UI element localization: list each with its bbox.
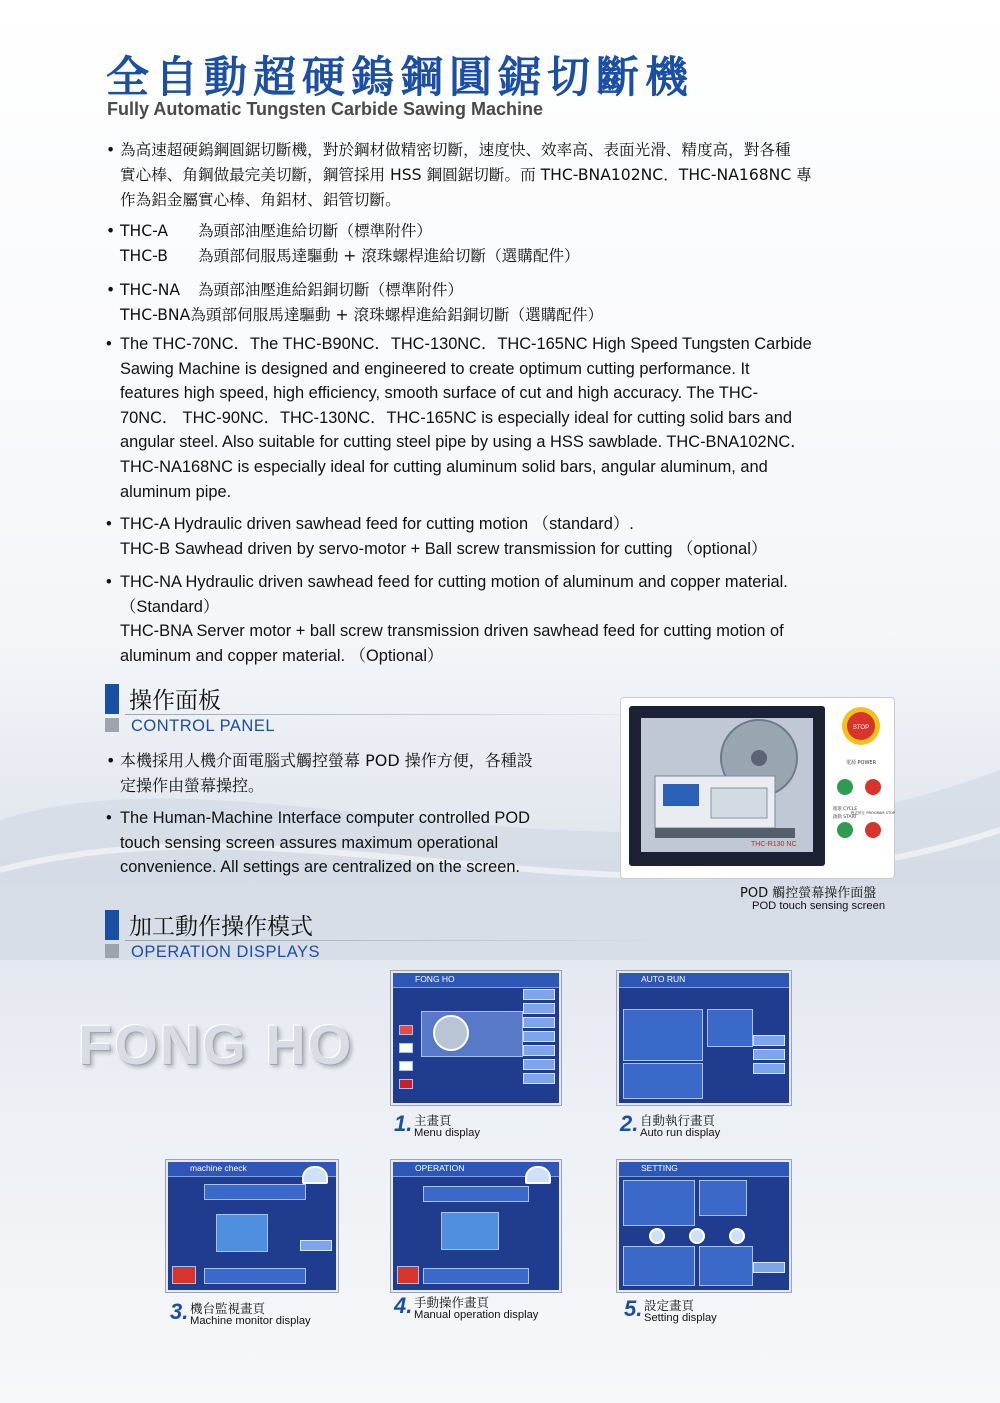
intro-en-line: angular steel. Also suitable for cutting steel pipe by using a HSS sawblade. THC-BNA102NC． bbox=[120, 433, 807, 452]
explain-button bbox=[523, 1073, 555, 1084]
en-types-a-paragraph bbox=[106, 512, 896, 561]
intro-en-line: 70NC． THC-90NC．THC-130NC．THC-165NC is especially ideal for cutting solid bars and bbox=[120, 408, 792, 427]
operation-button bbox=[523, 1003, 555, 1014]
monitor-button bbox=[753, 1063, 785, 1074]
parameter-button bbox=[523, 1045, 555, 1056]
status-icon-row bbox=[423, 1186, 529, 1202]
intro-en-line: aluminum pipe. bbox=[120, 482, 232, 501]
status-icon-row bbox=[423, 1268, 529, 1284]
machine-monitor-display-screenshot bbox=[166, 1160, 338, 1292]
type-code: THC-A bbox=[120, 222, 169, 240]
auto-button bbox=[523, 989, 555, 1000]
position-panel bbox=[623, 1063, 703, 1099]
types-a-list bbox=[106, 219, 896, 269]
caption-machine-monitor-display bbox=[170, 1299, 370, 1333]
caption-en: Machine monitor display bbox=[190, 1315, 311, 1327]
settings-table bbox=[623, 1246, 695, 1286]
setting-display-screenshot bbox=[617, 1160, 791, 1292]
caption-setting-display bbox=[624, 1296, 824, 1330]
auto-run-display-screenshot bbox=[617, 971, 791, 1105]
caption-zh: 主畫頁 bbox=[414, 1113, 452, 1128]
caption-en: Setting display bbox=[644, 1312, 717, 1324]
flag-icon bbox=[399, 1061, 413, 1071]
power-label: 電源 POWER bbox=[845, 760, 877, 766]
screen-title-bar bbox=[619, 973, 789, 988]
intro-zh-line: 作為鋁金屬實心棒、角鋁材、鋁管切斷。 bbox=[120, 191, 401, 209]
saw-blade-icon bbox=[433, 1015, 469, 1051]
caption-en: Manual operation display bbox=[414, 1309, 539, 1321]
load-gauge-icon bbox=[302, 1166, 328, 1184]
load-gauge-icon bbox=[525, 1166, 551, 1184]
type-row bbox=[120, 219, 896, 244]
machine-photo bbox=[641, 718, 813, 852]
caption-number: 2. bbox=[620, 1111, 639, 1136]
dial-icon bbox=[649, 1228, 665, 1244]
screen-title: machine check bbox=[190, 1163, 247, 1173]
bullet-dot: • bbox=[106, 335, 112, 353]
bullet-dot: • bbox=[106, 222, 116, 240]
machine-diagram bbox=[216, 1214, 268, 1252]
screen-title-bar bbox=[393, 973, 559, 988]
program-stop-icon bbox=[865, 822, 881, 838]
message-button bbox=[523, 1059, 555, 1070]
caption-zh: 機台監視畫頁 bbox=[190, 1301, 266, 1316]
dial-icon bbox=[689, 1228, 705, 1244]
pod-button-column bbox=[829, 704, 896, 872]
machine-diagram bbox=[441, 1212, 499, 1250]
type-code: THC-BNA bbox=[120, 306, 191, 324]
bullet-dot: • bbox=[106, 809, 112, 827]
screen-title-bar bbox=[619, 1162, 789, 1177]
setting-button bbox=[523, 1017, 555, 1028]
caption-en: Auto run display bbox=[640, 1127, 721, 1139]
control-panel-en-line: convenience. All settings are centralized on the screen. bbox=[120, 858, 520, 877]
caption-number: 5. bbox=[624, 1296, 643, 1321]
intro-en-line: Sawing Machine is designed and engineered to create optimum cutting performance. It bbox=[120, 359, 750, 378]
screen-title: FONG HO bbox=[415, 974, 455, 984]
control-panel-en-line: touch sensing screen assures maximum operational bbox=[120, 833, 499, 852]
type-code: THC-B bbox=[120, 247, 168, 265]
stop-label: STOP bbox=[852, 725, 870, 731]
screen-title: SETTING bbox=[641, 1163, 678, 1173]
control-panel-en bbox=[106, 806, 596, 880]
manual-operation-display-screenshot bbox=[391, 1160, 561, 1292]
settings-table bbox=[699, 1246, 753, 1286]
heading-square bbox=[105, 944, 119, 958]
cycle-label: 循環 CYCLE bbox=[832, 807, 858, 812]
cycle-start-icon bbox=[837, 822, 853, 838]
flag-icon bbox=[399, 1079, 413, 1089]
type-desc: 為頭部油壓進給鋁銅切斷（標準附件） bbox=[198, 281, 464, 299]
status-icon-row bbox=[204, 1184, 306, 1200]
caption-number: 1. bbox=[394, 1111, 413, 1136]
program-stop-label: 程式停止 PROGRAM STOP bbox=[850, 811, 896, 815]
en-type-line: （Standard） bbox=[120, 597, 220, 616]
bullet-dot: • bbox=[106, 281, 116, 299]
operation-heading-en: OPERATION DISPLAYS bbox=[131, 943, 321, 961]
type-desc: 為頭部油壓進給切斷（標準附件） bbox=[198, 222, 432, 240]
intro-zh-line: 為高速超硬鎢鋼圓鋸切斷機，對於鋼材做精密切斷，速度快、效率高、表面光滑、精度高，對各種 bbox=[120, 141, 791, 159]
caption-zh: 手動操作畫頁 bbox=[414, 1295, 490, 1310]
control-panel-heading-zh: 操作面板 bbox=[129, 688, 221, 714]
heading-bar bbox=[105, 684, 119, 714]
data-table bbox=[623, 1009, 703, 1061]
machine-reset-button bbox=[397, 1266, 419, 1284]
type-desc: 為頭部伺服馬達驅動 + 滾珠螺桿進給切斷（選購配件） bbox=[198, 247, 580, 265]
auto-button bbox=[753, 1262, 785, 1273]
page-title-en: Fully Automatic Tungsten Carbide Sawing Machine bbox=[107, 99, 544, 119]
bullet-dot: • bbox=[106, 141, 116, 159]
en-type-line: aluminum and copper material. （Optional） bbox=[120, 646, 444, 665]
spindle-load-panel bbox=[699, 1180, 747, 1216]
caption-en: Menu display bbox=[414, 1127, 480, 1139]
en-types-na-paragraph bbox=[106, 570, 896, 668]
start-label: 啟動 START bbox=[832, 815, 858, 820]
page-title-zh: 全自動超硬鎢鋼圓鋸切斷機 bbox=[106, 53, 694, 103]
control-panel-zh-line: 本機採用人機介面電腦式觸控螢幕 POD 操作方便，各種設 bbox=[120, 751, 533, 770]
type-desc: 為頭部伺服馬達驅動 + 滾珠螺桿進給鋁銅切斷（選購配件） bbox=[190, 306, 604, 324]
screen-title: AUTO RUN bbox=[641, 974, 686, 984]
flag-icon bbox=[399, 1025, 413, 1035]
bullet-dot: • bbox=[106, 573, 112, 591]
type-row bbox=[120, 278, 896, 303]
heading-bar bbox=[105, 910, 119, 940]
machine-reset-button bbox=[172, 1266, 196, 1284]
type-row bbox=[120, 303, 896, 328]
bullet-dot: • bbox=[106, 515, 112, 533]
pod-caption-en: POD touch sensing screen bbox=[752, 900, 886, 912]
pod-caption-zh: POD 觸控螢幕操作面盤 bbox=[740, 886, 877, 901]
control-panel-heading-en: CONTROL PANEL bbox=[131, 717, 276, 735]
power-off-icon bbox=[865, 779, 881, 795]
en-type-line: THC-NA Hydraulic driven sawhead feed for cutting motion of aluminum and copper material. bbox=[120, 573, 788, 591]
menu-display-screenshot bbox=[391, 971, 561, 1105]
en-type-line: THC-B Sawhead driven by servo-motor + Ball screw transmission for cutting （optional） bbox=[120, 539, 768, 558]
en-type-line: THC-A Hydraulic driven sawhead feed for cutting motion （standard）. bbox=[120, 515, 634, 533]
machine-reset-button bbox=[753, 1035, 785, 1046]
flag-icon bbox=[399, 1043, 413, 1053]
pod-screen bbox=[641, 718, 813, 852]
intro-en-line: The THC-70NC．The THC-B90NC．THC-130NC．THC-165NC High Speed Tungsten Carbide bbox=[120, 335, 812, 353]
operation-heading-zh: 加工動作操作模式 bbox=[129, 914, 313, 940]
caption-menu-display bbox=[394, 1111, 594, 1145]
type-code: THC-NA bbox=[120, 281, 181, 299]
caption-zh: 自動執行畫頁 bbox=[640, 1113, 716, 1128]
dial-icon bbox=[729, 1228, 745, 1244]
settings-table bbox=[623, 1180, 695, 1226]
pod-screen-frame bbox=[629, 706, 825, 866]
pod-model-label: THC-R130 NC bbox=[751, 841, 797, 848]
control-panel-zh-line: 定操作由螢幕操控。 bbox=[120, 776, 265, 795]
caption-number: 4. bbox=[394, 1293, 413, 1318]
caption-auto-run-display bbox=[620, 1111, 820, 1145]
type-row bbox=[120, 244, 896, 269]
status-icon-row bbox=[204, 1268, 306, 1284]
power-on-icon bbox=[837, 779, 853, 795]
spindle-load-panel bbox=[707, 1009, 753, 1047]
intro-en-line: features high speed, high efficiency, smooth surface of cut and high accuracy. The THC- bbox=[120, 384, 759, 403]
en-type-line: THC-BNA Server motor + ball screw transmission driven sawhead feed for cutting motion of bbox=[120, 622, 784, 641]
fong-ho-logo: FONG HO bbox=[78, 1013, 354, 1076]
caption-number: 3. bbox=[170, 1299, 189, 1324]
pod-panel-image bbox=[620, 697, 895, 879]
caption-zh: 設定畫頁 bbox=[644, 1298, 695, 1313]
intro-en-paragraph bbox=[106, 332, 896, 504]
intro-en-line: THC-NA168NC is especially ideal for cutting aluminum solid bars, angular aluminum, and bbox=[120, 457, 768, 476]
bullet-dot: • bbox=[106, 751, 116, 770]
intro-zh-line: 實心棒、角鋼做最完美切斷，鋼管採用 HSS 鋼圓鋸切斷。而 THC-BNA102NC．THC-NA168NC 專 bbox=[120, 166, 812, 184]
heading-square bbox=[105, 718, 119, 732]
control-panel-zh bbox=[106, 748, 596, 798]
types-na-list bbox=[106, 278, 896, 328]
intro-zh-paragraph bbox=[106, 138, 896, 213]
auto-button bbox=[300, 1240, 332, 1251]
setting-button bbox=[753, 1049, 785, 1060]
control-panel-en-line: The Human-Machine Interface computer controlled POD bbox=[120, 809, 530, 827]
caption-manual-operation-display bbox=[394, 1293, 594, 1327]
diagnosis-button bbox=[523, 1031, 555, 1042]
screen-title: OPERATION bbox=[415, 1163, 465, 1173]
